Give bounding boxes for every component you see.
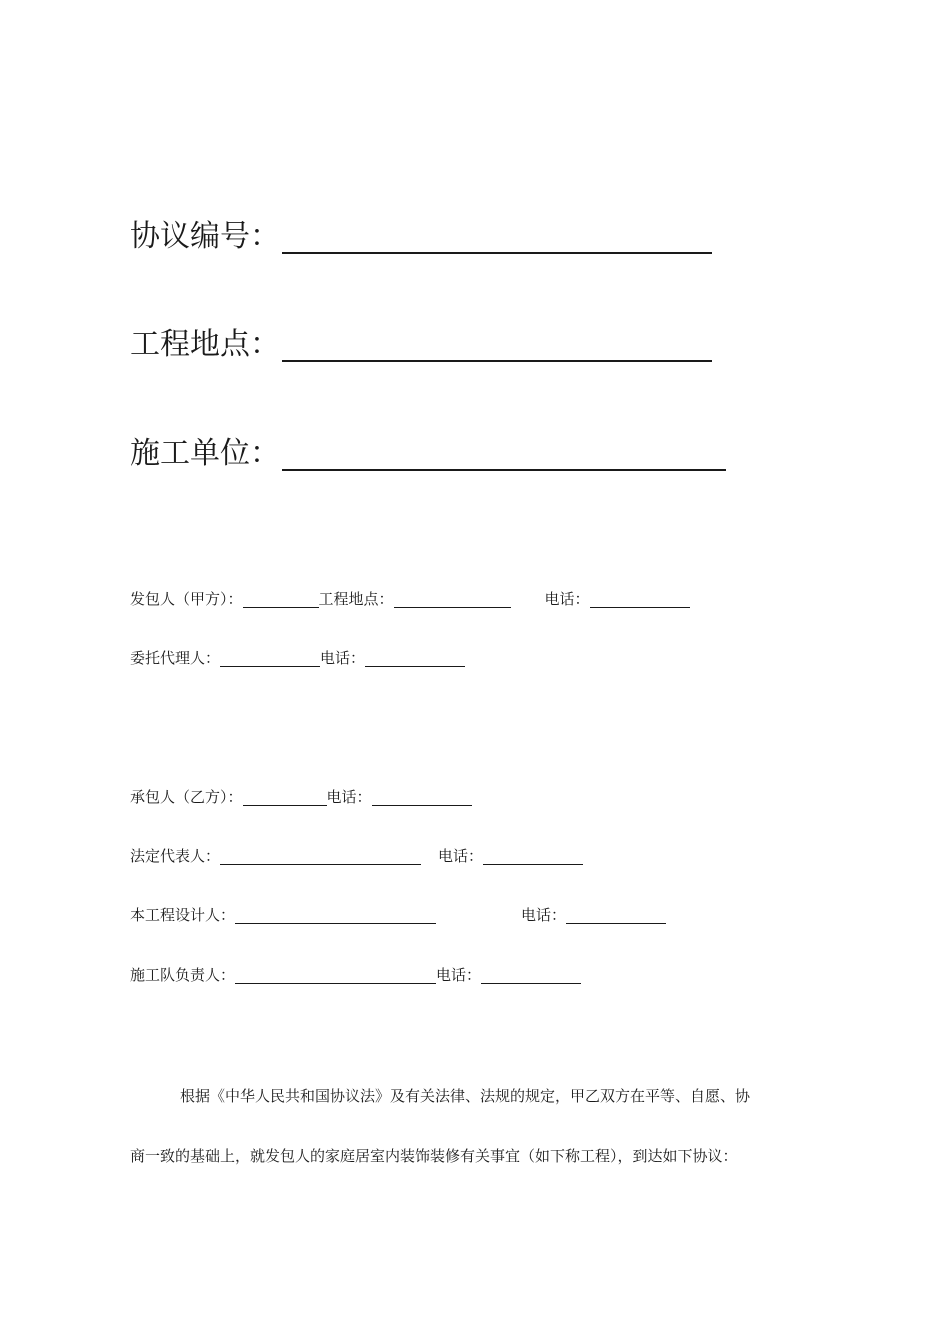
preamble-line-2: 商一致的基础上，就发包人的家庭居室内装饰装修有关事宜（如下称工程），到达如下协议： <box>130 1147 738 1165</box>
construction-unit-label: 施工单位： <box>130 436 280 471</box>
legal-rep-blank[interactable] <box>220 849 421 865</box>
agent-phone-blank[interactable] <box>365 651 465 667</box>
team-leader-phone-blank[interactable] <box>481 968 581 984</box>
contractor-row <box>130 788 472 806</box>
team-leader-blank[interactable] <box>235 968 436 984</box>
team-leader-phone-label: 电话： <box>436 966 482 984</box>
project-site-blank[interactable] <box>282 330 712 362</box>
designer-blank[interactable] <box>235 908 436 924</box>
designer-phone-blank[interactable] <box>566 908 666 924</box>
designer-phone-label: 电话： <box>521 906 567 924</box>
employer-site-blank[interactable] <box>394 592 511 608</box>
employer-phone-label: 电话： <box>544 590 590 608</box>
project-site-row <box>130 328 712 362</box>
contractor-blank[interactable] <box>243 790 327 806</box>
contractor-phone-label: 电话： <box>326 788 372 806</box>
agreement-number-label: 协议编号： <box>130 219 280 254</box>
designer-row <box>130 906 666 924</box>
agent-blank[interactable] <box>220 651 320 667</box>
agent-label: 委托代理人： <box>130 649 221 667</box>
employer-label: 发包人（甲方）： <box>130 590 243 608</box>
legal-rep-phone-label: 电话： <box>438 847 484 865</box>
employer-blank[interactable] <box>243 592 319 608</box>
project-site-label: 工程地点： <box>130 327 280 362</box>
contractor-phone-blank[interactable] <box>372 790 472 806</box>
employer-site-label: 工程地点： <box>318 590 394 608</box>
preamble-line-1: 根据《中华人民共和国协议法》及有关法律、法规的规定，甲乙双方在平等、自愿、协 <box>180 1087 751 1105</box>
agreement-number-blank[interactable] <box>282 222 712 254</box>
construction-unit-blank[interactable] <box>282 439 726 471</box>
agent-phone-label: 电话： <box>320 649 366 667</box>
legal-rep-label: 法定代表人： <box>130 847 221 865</box>
legal-rep-phone-blank[interactable] <box>483 849 583 865</box>
team-leader-row <box>130 966 581 984</box>
construction-unit-row <box>130 437 726 471</box>
employer-row <box>130 590 690 608</box>
employer-phone-blank[interactable] <box>590 592 690 608</box>
agreement-number-row <box>130 220 712 254</box>
agent-row <box>130 649 465 667</box>
designer-label: 本工程设计人： <box>130 906 236 924</box>
team-leader-label: 施工队负责人： <box>130 966 236 984</box>
contractor-label: 承包人（乙方）： <box>130 788 243 806</box>
legal-rep-row <box>130 847 583 865</box>
